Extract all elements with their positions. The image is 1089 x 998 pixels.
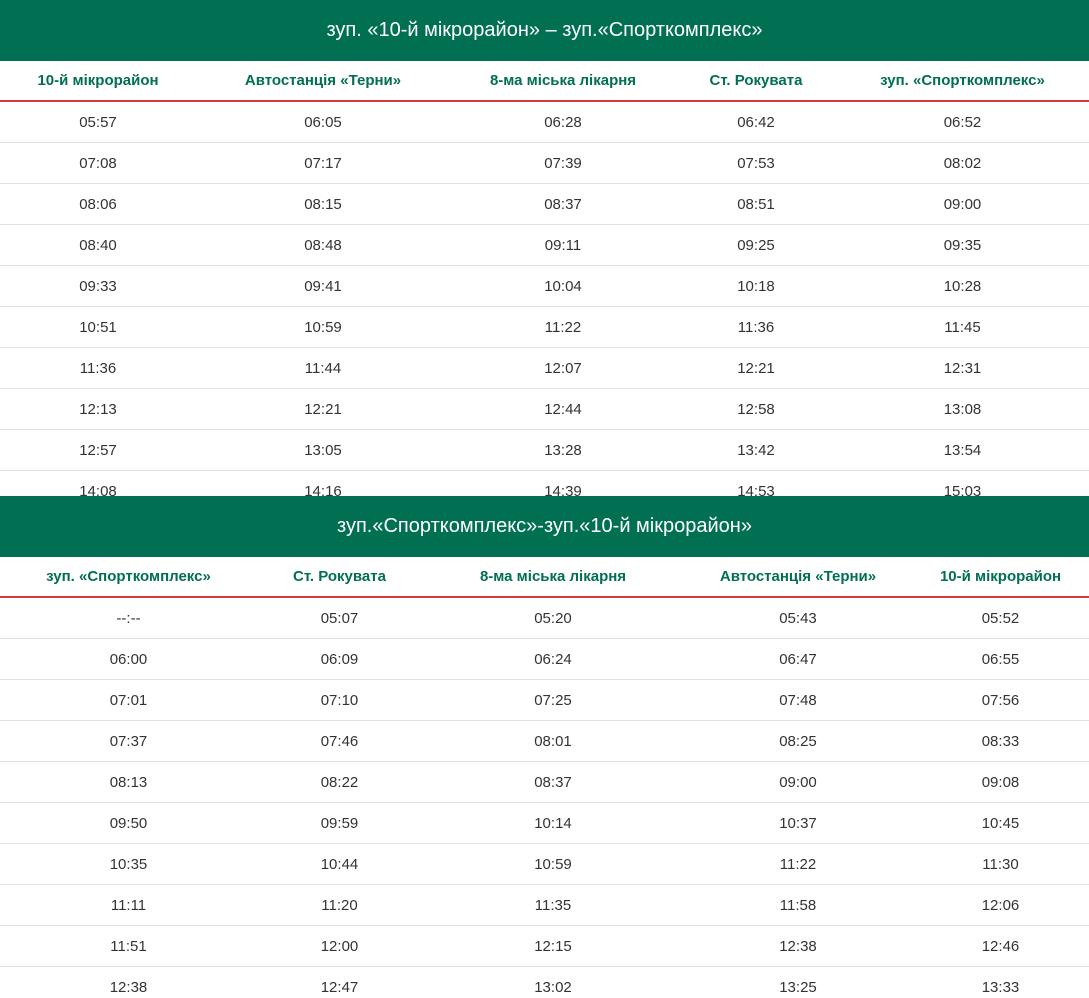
departure-time-cell: 05:52 (912, 597, 1089, 639)
table-header-row (0, 557, 1089, 597)
table-row (0, 348, 1089, 389)
table-row (0, 101, 1089, 143)
departure-time-cell: 13:05 (196, 430, 450, 471)
table-row (0, 307, 1089, 348)
departure-time-cell: 11:30 (912, 844, 1089, 885)
departure-time-cell: 12:21 (196, 389, 450, 430)
departure-time-cell: 08:37 (422, 762, 684, 803)
departure-time-cell: 10:59 (196, 307, 450, 348)
departure-time-cell: 12:57 (0, 430, 196, 471)
departure-time-cell: 08:13 (0, 762, 257, 803)
table-row (0, 885, 1089, 926)
departure-time-cell: 12:07 (450, 348, 676, 389)
departure-time-cell: 12:38 (0, 967, 257, 998)
table-row (0, 844, 1089, 885)
departure-time-cell: 09:33 (0, 266, 196, 307)
departure-time-cell: 14:53 (676, 471, 836, 497)
departure-time-cell: 12:15 (422, 926, 684, 967)
departure-time-cell: 06:05 (196, 101, 450, 143)
departure-time-cell: 11:45 (836, 307, 1089, 348)
departure-time-cell: 08:33 (912, 721, 1089, 762)
departure-time-cell: 09:00 (836, 184, 1089, 225)
departure-time-cell: 14:39 (450, 471, 676, 497)
departure-time-cell: 06:24 (422, 639, 684, 680)
departure-time-cell: 12:47 (257, 967, 422, 998)
departure-time-cell: 09:08 (912, 762, 1089, 803)
departure-time-cell: 12:00 (257, 926, 422, 967)
departure-time-cell: 11:36 (676, 307, 836, 348)
departure-time-cell: 10:45 (912, 803, 1089, 844)
departure-time-cell: 06:52 (836, 101, 1089, 143)
departure-time-cell: 07:48 (684, 680, 912, 721)
departure-time-cell: 11:35 (422, 885, 684, 926)
departure-time-cell: 13:25 (684, 967, 912, 998)
departure-time-cell: 06:55 (912, 639, 1089, 680)
departure-time-cell: 08:06 (0, 184, 196, 225)
departure-time-cell: 07:53 (676, 143, 836, 184)
departure-time-cell: 13:02 (422, 967, 684, 998)
column-header: Ст. Рокувата (257, 557, 422, 597)
table-row (0, 926, 1089, 967)
column-header: Автостанція «Терни» (196, 61, 450, 101)
departure-time-cell: 08:15 (196, 184, 450, 225)
departure-time-cell: 09:59 (257, 803, 422, 844)
table-row (0, 184, 1089, 225)
route-title-outbound: зуп. «10-й мікрорайон» – зуп.«Спорткомплекс» (0, 0, 1089, 61)
departure-time-cell: 11:20 (257, 885, 422, 926)
column-header: 8-ма міська лікарня (422, 557, 684, 597)
departure-time-cell: 12:46 (912, 926, 1089, 967)
departure-time-cell: 14:16 (196, 471, 450, 497)
column-header: Автостанція «Терни» (684, 557, 912, 597)
departure-time-cell: 09:00 (684, 762, 912, 803)
departure-time-cell: 10:18 (676, 266, 836, 307)
departure-time-cell: 05:07 (257, 597, 422, 639)
departure-time-cell: 06:42 (676, 101, 836, 143)
departure-time-cell: 11:36 (0, 348, 196, 389)
table-row (0, 266, 1089, 307)
table-row (0, 597, 1089, 639)
departure-time-cell: 13:28 (450, 430, 676, 471)
departure-time-cell: 05:43 (684, 597, 912, 639)
departure-time-cell: 12:38 (684, 926, 912, 967)
departure-time-cell: 05:57 (0, 101, 196, 143)
departure-time-cell: 13:54 (836, 430, 1089, 471)
departure-time-cell: 12:06 (912, 885, 1089, 926)
departure-time-cell: 11:58 (684, 885, 912, 926)
departure-time-cell: 07:37 (0, 721, 257, 762)
table-header-row (0, 61, 1089, 101)
departure-time-cell: 07:17 (196, 143, 450, 184)
departure-time-cell: 10:28 (836, 266, 1089, 307)
table-row (0, 471, 1089, 497)
departure-time-cell: 13:33 (912, 967, 1089, 998)
departure-time-cell: 09:50 (0, 803, 257, 844)
departure-time-cell: 07:10 (257, 680, 422, 721)
departure-time-cell: 08:02 (836, 143, 1089, 184)
departure-time-cell: 06:09 (257, 639, 422, 680)
departure-time-cell: 09:41 (196, 266, 450, 307)
table-row (0, 143, 1089, 184)
departure-time-cell: 10:44 (257, 844, 422, 885)
table-row (0, 967, 1089, 998)
schedule-panel-outbound (0, 0, 1089, 496)
departure-time-cell: 08:25 (684, 721, 912, 762)
departure-time-cell: 11:51 (0, 926, 257, 967)
departure-time-cell: 10:51 (0, 307, 196, 348)
departure-time-cell: 13:08 (836, 389, 1089, 430)
departure-time-cell: 07:46 (257, 721, 422, 762)
departure-time-cell: 10:04 (450, 266, 676, 307)
departure-time-cell: 13:42 (676, 430, 836, 471)
departure-time-cell: 07:39 (450, 143, 676, 184)
timetable-outbound (0, 61, 1089, 496)
table-row (0, 803, 1089, 844)
departure-time-cell: 08:01 (422, 721, 684, 762)
departure-time-cell: 08:40 (0, 225, 196, 266)
table-row (0, 430, 1089, 471)
departure-time-cell: 12:21 (676, 348, 836, 389)
table-row (0, 389, 1089, 430)
departure-time-cell: 06:00 (0, 639, 257, 680)
column-header: Ст. Рокувата (676, 61, 836, 101)
timetable-return (0, 557, 1089, 998)
departure-time-cell: --:-- (0, 597, 257, 639)
departure-time-cell: 07:25 (422, 680, 684, 721)
departure-time-cell: 09:11 (450, 225, 676, 266)
departure-time-cell: 09:35 (836, 225, 1089, 266)
departure-time-cell: 11:44 (196, 348, 450, 389)
departure-time-cell: 11:22 (684, 844, 912, 885)
departure-time-cell: 07:01 (0, 680, 257, 721)
table-row (0, 680, 1089, 721)
departure-time-cell: 12:58 (676, 389, 836, 430)
departure-time-cell: 12:31 (836, 348, 1089, 389)
departure-time-cell: 08:22 (257, 762, 422, 803)
departure-time-cell: 15:03 (836, 471, 1089, 497)
departure-time-cell: 06:47 (684, 639, 912, 680)
column-header: зуп. «Спорткомплекс» (0, 557, 257, 597)
schedule-panel-return (0, 496, 1089, 998)
departure-time-cell: 09:25 (676, 225, 836, 266)
departure-time-cell: 06:28 (450, 101, 676, 143)
column-header: 8-ма міська лікарня (450, 61, 676, 101)
departure-time-cell: 10:37 (684, 803, 912, 844)
departure-time-cell: 11:11 (0, 885, 257, 926)
departure-time-cell: 07:56 (912, 680, 1089, 721)
departure-time-cell: 07:08 (0, 143, 196, 184)
table-row (0, 721, 1089, 762)
departure-time-cell: 12:13 (0, 389, 196, 430)
departure-time-cell: 10:59 (422, 844, 684, 885)
departure-time-cell: 08:37 (450, 184, 676, 225)
table-row (0, 225, 1089, 266)
table-row (0, 639, 1089, 680)
departure-time-cell: 14:08 (0, 471, 196, 497)
departure-time-cell: 11:22 (450, 307, 676, 348)
column-header: зуп. «Спорткомплекс» (836, 61, 1089, 101)
column-header: 10-й мікрорайон (912, 557, 1089, 597)
departure-time-cell: 08:51 (676, 184, 836, 225)
departure-time-cell: 05:20 (422, 597, 684, 639)
departure-time-cell: 10:14 (422, 803, 684, 844)
departure-time-cell: 08:48 (196, 225, 450, 266)
table-row (0, 762, 1089, 803)
column-header: 10-й мікрорайон (0, 61, 196, 101)
route-title-return: зуп.«Спорткомплекс»-зуп.«10-й мікрорайон» (0, 496, 1089, 557)
departure-time-cell: 10:35 (0, 844, 257, 885)
departure-time-cell: 12:44 (450, 389, 676, 430)
